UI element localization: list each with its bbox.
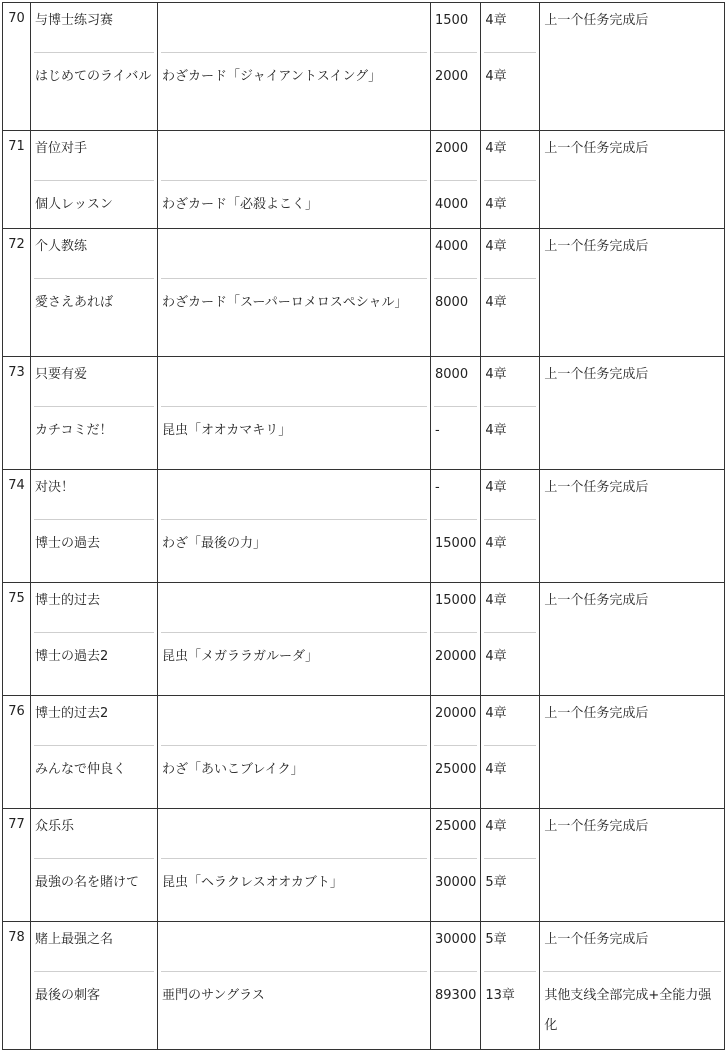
reward-cell (158, 922, 431, 1050)
reward-text: 昆虫「ヘラクレスオオカブト」 (162, 875, 343, 890)
points-bottom: 4000 (435, 197, 469, 212)
row-number: 77 (3, 809, 31, 922)
condition-cell (540, 809, 725, 922)
reward-text: わざカード「必殺よこく」 (162, 197, 319, 212)
mission-title-top: 与博士练习赛 (35, 13, 114, 28)
row-number: 76 (3, 696, 31, 809)
reward-text: 亜門のサングラス (162, 988, 265, 1003)
chapter-top: 4章 (485, 367, 507, 382)
condition-top: 上一个任务完成后 (544, 932, 649, 947)
points-top: 20000 (435, 706, 477, 721)
mission-title-bottom: 博士の過去 (35, 536, 101, 551)
reward-cell (158, 131, 431, 229)
condition-top: 上一个任务完成后 (544, 706, 649, 721)
mission-title-top: 个人教练 (35, 239, 88, 254)
condition-cell (540, 922, 725, 1050)
reward-top-empty (162, 922, 426, 971)
condition-cell (540, 583, 725, 696)
mission-title (31, 809, 158, 922)
chapter (481, 470, 540, 583)
condition-top: 上一个任务完成后 (544, 593, 649, 608)
reward-text: 昆虫「メガララガルーダ」 (162, 649, 319, 664)
points-top: 30000 (435, 932, 477, 947)
condition-cell (540, 131, 725, 229)
points-top: 25000 (435, 819, 477, 834)
points-bottom: 30000 (435, 875, 477, 890)
mission-title-bottom: カチコミだ！ (35, 423, 113, 438)
reward-top-empty (162, 229, 426, 278)
points-bottom: 15000 (435, 536, 477, 551)
reward-text: 昆虫「オオカマキリ」 (162, 423, 292, 438)
mission-title-bottom: 博士の過去2 (35, 649, 109, 664)
points (431, 583, 481, 696)
row-number: 70 (3, 3, 31, 131)
reward-cell (158, 357, 431, 470)
mission-title (31, 922, 158, 1050)
chapter (481, 357, 540, 470)
chapter-bottom: 4章 (485, 423, 507, 438)
points-top: 8000 (435, 367, 469, 382)
chapter (481, 922, 540, 1050)
reward-top-empty (162, 3, 426, 52)
points-bottom: 25000 (435, 762, 477, 777)
chapter-top: 4章 (485, 141, 507, 156)
mission-title (31, 583, 158, 696)
points-bottom: 20000 (435, 649, 477, 664)
mission-title-bottom: はじめてのライバル (35, 69, 152, 84)
reward-cell (158, 583, 431, 696)
table-row (3, 3, 725, 131)
chapter-top: 4章 (485, 480, 507, 495)
condition-cell (540, 696, 725, 809)
reward-cell (158, 229, 431, 357)
condition-bottom: 其他支线全部完成+全能力强化 (544, 988, 712, 1033)
chapter (481, 131, 540, 229)
mission-title-top: 博士的过去 (35, 593, 101, 608)
chapter (481, 696, 540, 809)
chapter-top: 4章 (485, 13, 507, 28)
points (431, 357, 481, 470)
mission-title (31, 357, 158, 470)
mission-title (31, 696, 158, 809)
mission-title (31, 470, 158, 583)
points (431, 131, 481, 229)
points (431, 922, 481, 1050)
row-number: 72 (3, 229, 31, 357)
points-top: 4000 (435, 239, 469, 254)
mission-title-top: 众乐乐 (35, 819, 75, 834)
mission-title (31, 229, 158, 357)
mission-title-top: 博士的过去2 (35, 706, 109, 721)
reward-text: わざ「あいこブレイク」 (162, 762, 304, 777)
table-row (3, 809, 725, 922)
condition-cell (540, 229, 725, 357)
mission-title-bottom: 最強の名を賭けて (35, 875, 140, 890)
mission-title-top: 对决！ (35, 480, 75, 495)
condition-cell (540, 470, 725, 583)
reward-cell (158, 809, 431, 922)
mission-title (31, 131, 158, 229)
mission-title-top: 赌上最强之名 (35, 932, 114, 947)
chapter-bottom: 13章 (485, 988, 515, 1003)
points-bottom: 2000 (435, 69, 469, 84)
row-number: 78 (3, 922, 31, 1050)
points (431, 229, 481, 357)
points-bottom: 8000 (435, 295, 469, 310)
points (431, 809, 481, 922)
table-row (3, 470, 725, 583)
chapter-bottom: 4章 (485, 649, 507, 664)
mission-title (31, 3, 158, 131)
reward-top-empty (162, 357, 426, 406)
row-number: 73 (3, 357, 31, 470)
mission-title-top: 首位对手 (35, 141, 88, 156)
chapter-top: 4章 (485, 706, 507, 721)
reward-top-empty (162, 470, 426, 519)
reward-text: わざカード「スーパーロメロスペシャル」 (162, 295, 408, 310)
row-number: 75 (3, 583, 31, 696)
chapter-bottom: 4章 (485, 295, 507, 310)
chapter (481, 3, 540, 131)
condition-top: 上一个任务完成后 (544, 239, 649, 254)
row-number: 74 (3, 470, 31, 583)
chapter (481, 809, 540, 922)
table-row (3, 696, 725, 809)
chapter (481, 583, 540, 696)
table-row (3, 583, 725, 696)
reward-cell (158, 696, 431, 809)
points (431, 470, 481, 583)
mission-title-bottom: 最後の刺客 (35, 988, 101, 1003)
chapter-bottom: 4章 (485, 197, 507, 212)
points-top: 15000 (435, 593, 477, 608)
points (431, 696, 481, 809)
points-top: 2000 (435, 141, 469, 156)
reward-top-empty (162, 696, 426, 745)
mission-title-bottom: 愛さえあれば (35, 295, 114, 310)
chapter-bottom: 5章 (485, 875, 507, 890)
mission-title-top: 只要有爱 (35, 367, 88, 382)
condition-top: 上一个任务完成后 (544, 13, 649, 28)
table-row (3, 922, 725, 1050)
condition-top: 上一个任务完成后 (544, 819, 649, 834)
condition-top: 上一个任务完成后 (544, 480, 649, 495)
chapter-bottom: 4章 (485, 69, 507, 84)
table-row (3, 131, 725, 229)
chapter-top: 4章 (485, 593, 507, 608)
chapter-top: 4章 (485, 239, 507, 254)
points-top: 1500 (435, 13, 469, 28)
chapter-bottom: 4章 (485, 536, 507, 551)
condition-cell (540, 357, 725, 470)
reward-cell (158, 470, 431, 583)
points-top: - (435, 480, 440, 495)
mission-title-bottom: 個人レッスン (35, 197, 113, 212)
points-bottom: - (435, 423, 440, 438)
chapter-top: 4章 (485, 819, 507, 834)
points (431, 3, 481, 131)
reward-top-empty (162, 131, 426, 180)
reward-text: わざ「最後の力」 (162, 536, 267, 551)
chapter-bottom: 4章 (485, 762, 507, 777)
reward-top-empty (162, 809, 426, 858)
reward-top-empty (162, 583, 426, 632)
reward-cell (158, 3, 431, 131)
mission-table (2, 2, 725, 1050)
table-row (3, 229, 725, 357)
mission-title-bottom: みんなで仲良く (35, 762, 127, 777)
row-number: 71 (3, 131, 31, 229)
condition-cell (540, 3, 725, 131)
reward-text: わざカード「ジャイアントスイング」 (162, 69, 382, 84)
points-bottom: 89300 (435, 988, 477, 1003)
condition-top: 上一个任务完成后 (544, 141, 649, 156)
chapter-top: 5章 (485, 932, 507, 947)
condition-top: 上一个任务完成后 (544, 367, 649, 382)
chapter (481, 229, 540, 357)
table-row (3, 357, 725, 470)
